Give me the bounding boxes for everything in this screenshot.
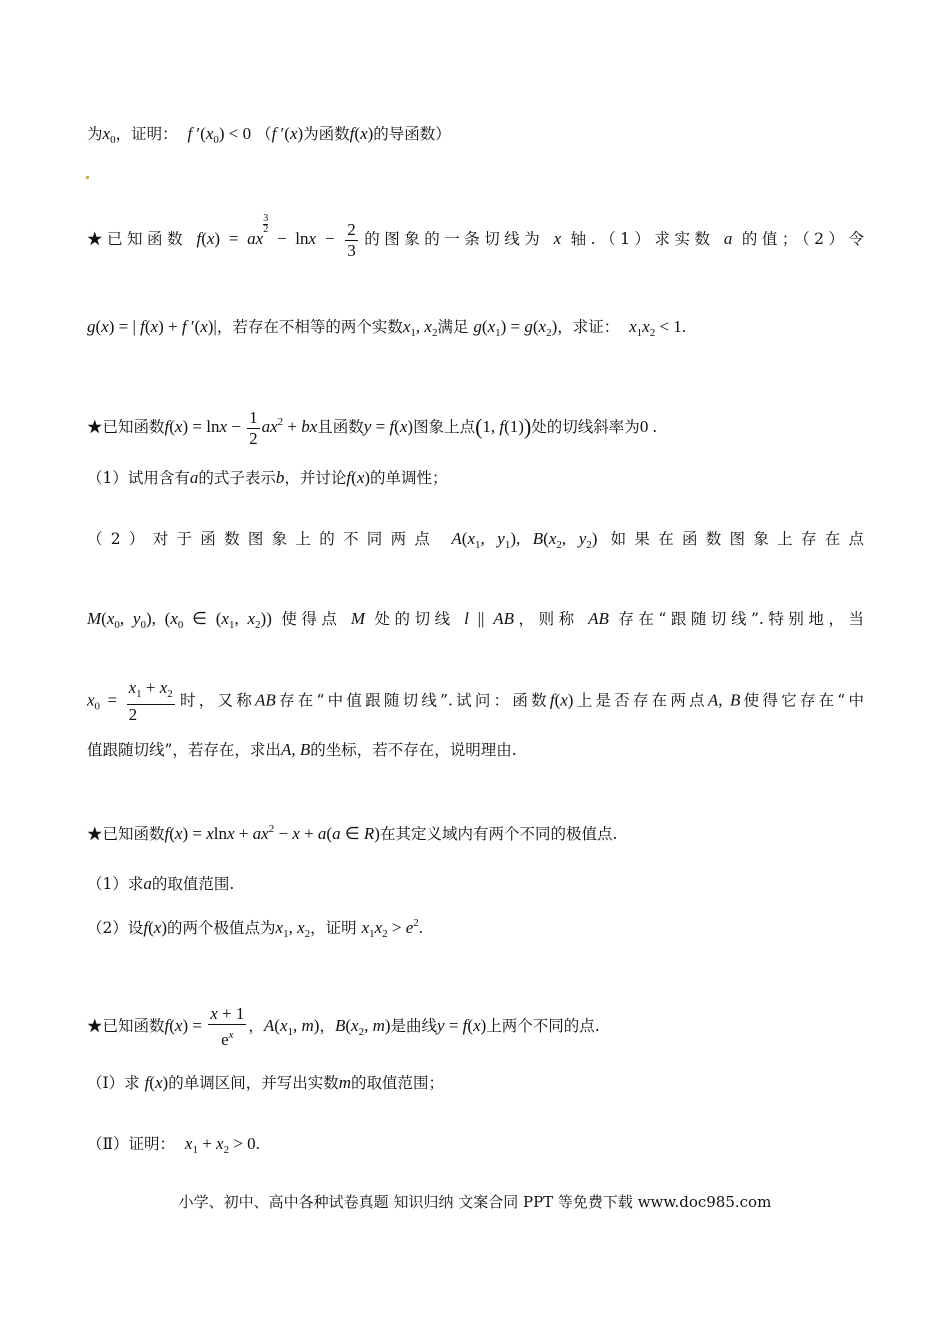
problem-fragment: 为$x_0$，证明： f $'(x_0) < 0$ （f ′(x)为函数f(x)的导函数） [87, 124, 451, 146]
problem-2-q1: （1）试用含有a的式子表示b，并讨论f(x)的单调性； [87, 468, 448, 487]
problem-2-q2-line-2: $M(x_0$, $y_0$), ($x_0$ ∈ ($x_1$, $x_2$)) 使得点 M 处的切线 l || AB，则称 AB 存在“跟随切线”.特别地，当 [87, 609, 864, 631]
problem-2-q2-line-4: 值跟随切线”，若存在，求出A, B的坐标，若不存在，说明理由. [87, 740, 517, 759]
problem-2-q2-line-3: $x_0$ = $\frac{x_1 + x_2}{2}$ 时，又称AB存在“中值跟随切线”.试问：函数f(x)上是否存在两点A, B使得它存在“中 [87, 678, 864, 724]
problem-3-q1: （1）求a的取值范围. [87, 874, 235, 893]
problem-4-q1: （Ⅰ）求 f(x)的单调区间，并写出实数m的取值范围； [87, 1073, 444, 1092]
problem-4-line-1: ★已知函数f(x) = $\frac{x + 1}{e^x}$ ，$A(x_1$, m)，$B(x_2$, m)是曲线y = f(x)上两个不同的点. [87, 1004, 600, 1049]
text: ，证明： [115, 125, 178, 143]
problem-3-line-1: ★已知函数$f(x) = xlnx + ax^2 - x + a(a$ ∈ R)在其定义域内有两个不同的极值点. [87, 823, 618, 843]
problem-2-q2-line-1: （2）对于函数图象上的不同两点 $A(x_1$, $y_1$), $B(x_2$, $y_2$) 如果在函数图象上存在点 [87, 529, 864, 551]
problem-1-line-2: g(x) = | f(x) + f ′(x)|，若存在不相等的两个实数$x_1$, $x_2$满足 $g(x_1) = g(x_2)$，求证： $x_1x_2 < 1$. [87, 317, 687, 339]
problem-1-line-1: ★已知函数 f(x) = ax $\frac{3}{2}$ − lnx − $\frac{2}{3}$ 的图象的一条切线为 x 轴.（1）求实数 a 的值；（2）令 [87, 213, 864, 260]
problem-2-line-1: ★已知函数f(x) = lnx − $\frac{1}{2}$ $ax^2$ + bx且函数y = f(x)图象上点(1, f(1))处的切线斜率为0 . [87, 407, 657, 448]
problem-3-q2: （2）设f(x)的两个极值点为$x_1$, $x_2$，证明 $x_1x_2 > e^2$. [87, 917, 424, 940]
page-footer: 小学、初中、高中各种试卷真题 知识归纳 文案合同 PPT 等免费下载 www.doc985.com [178, 1193, 772, 1211]
text: 为 [87, 125, 103, 143]
stray-mark [86, 176, 89, 179]
problem-4-q2: （Ⅱ）证明： $x_1 + x_2 > 0$. [87, 1134, 260, 1156]
